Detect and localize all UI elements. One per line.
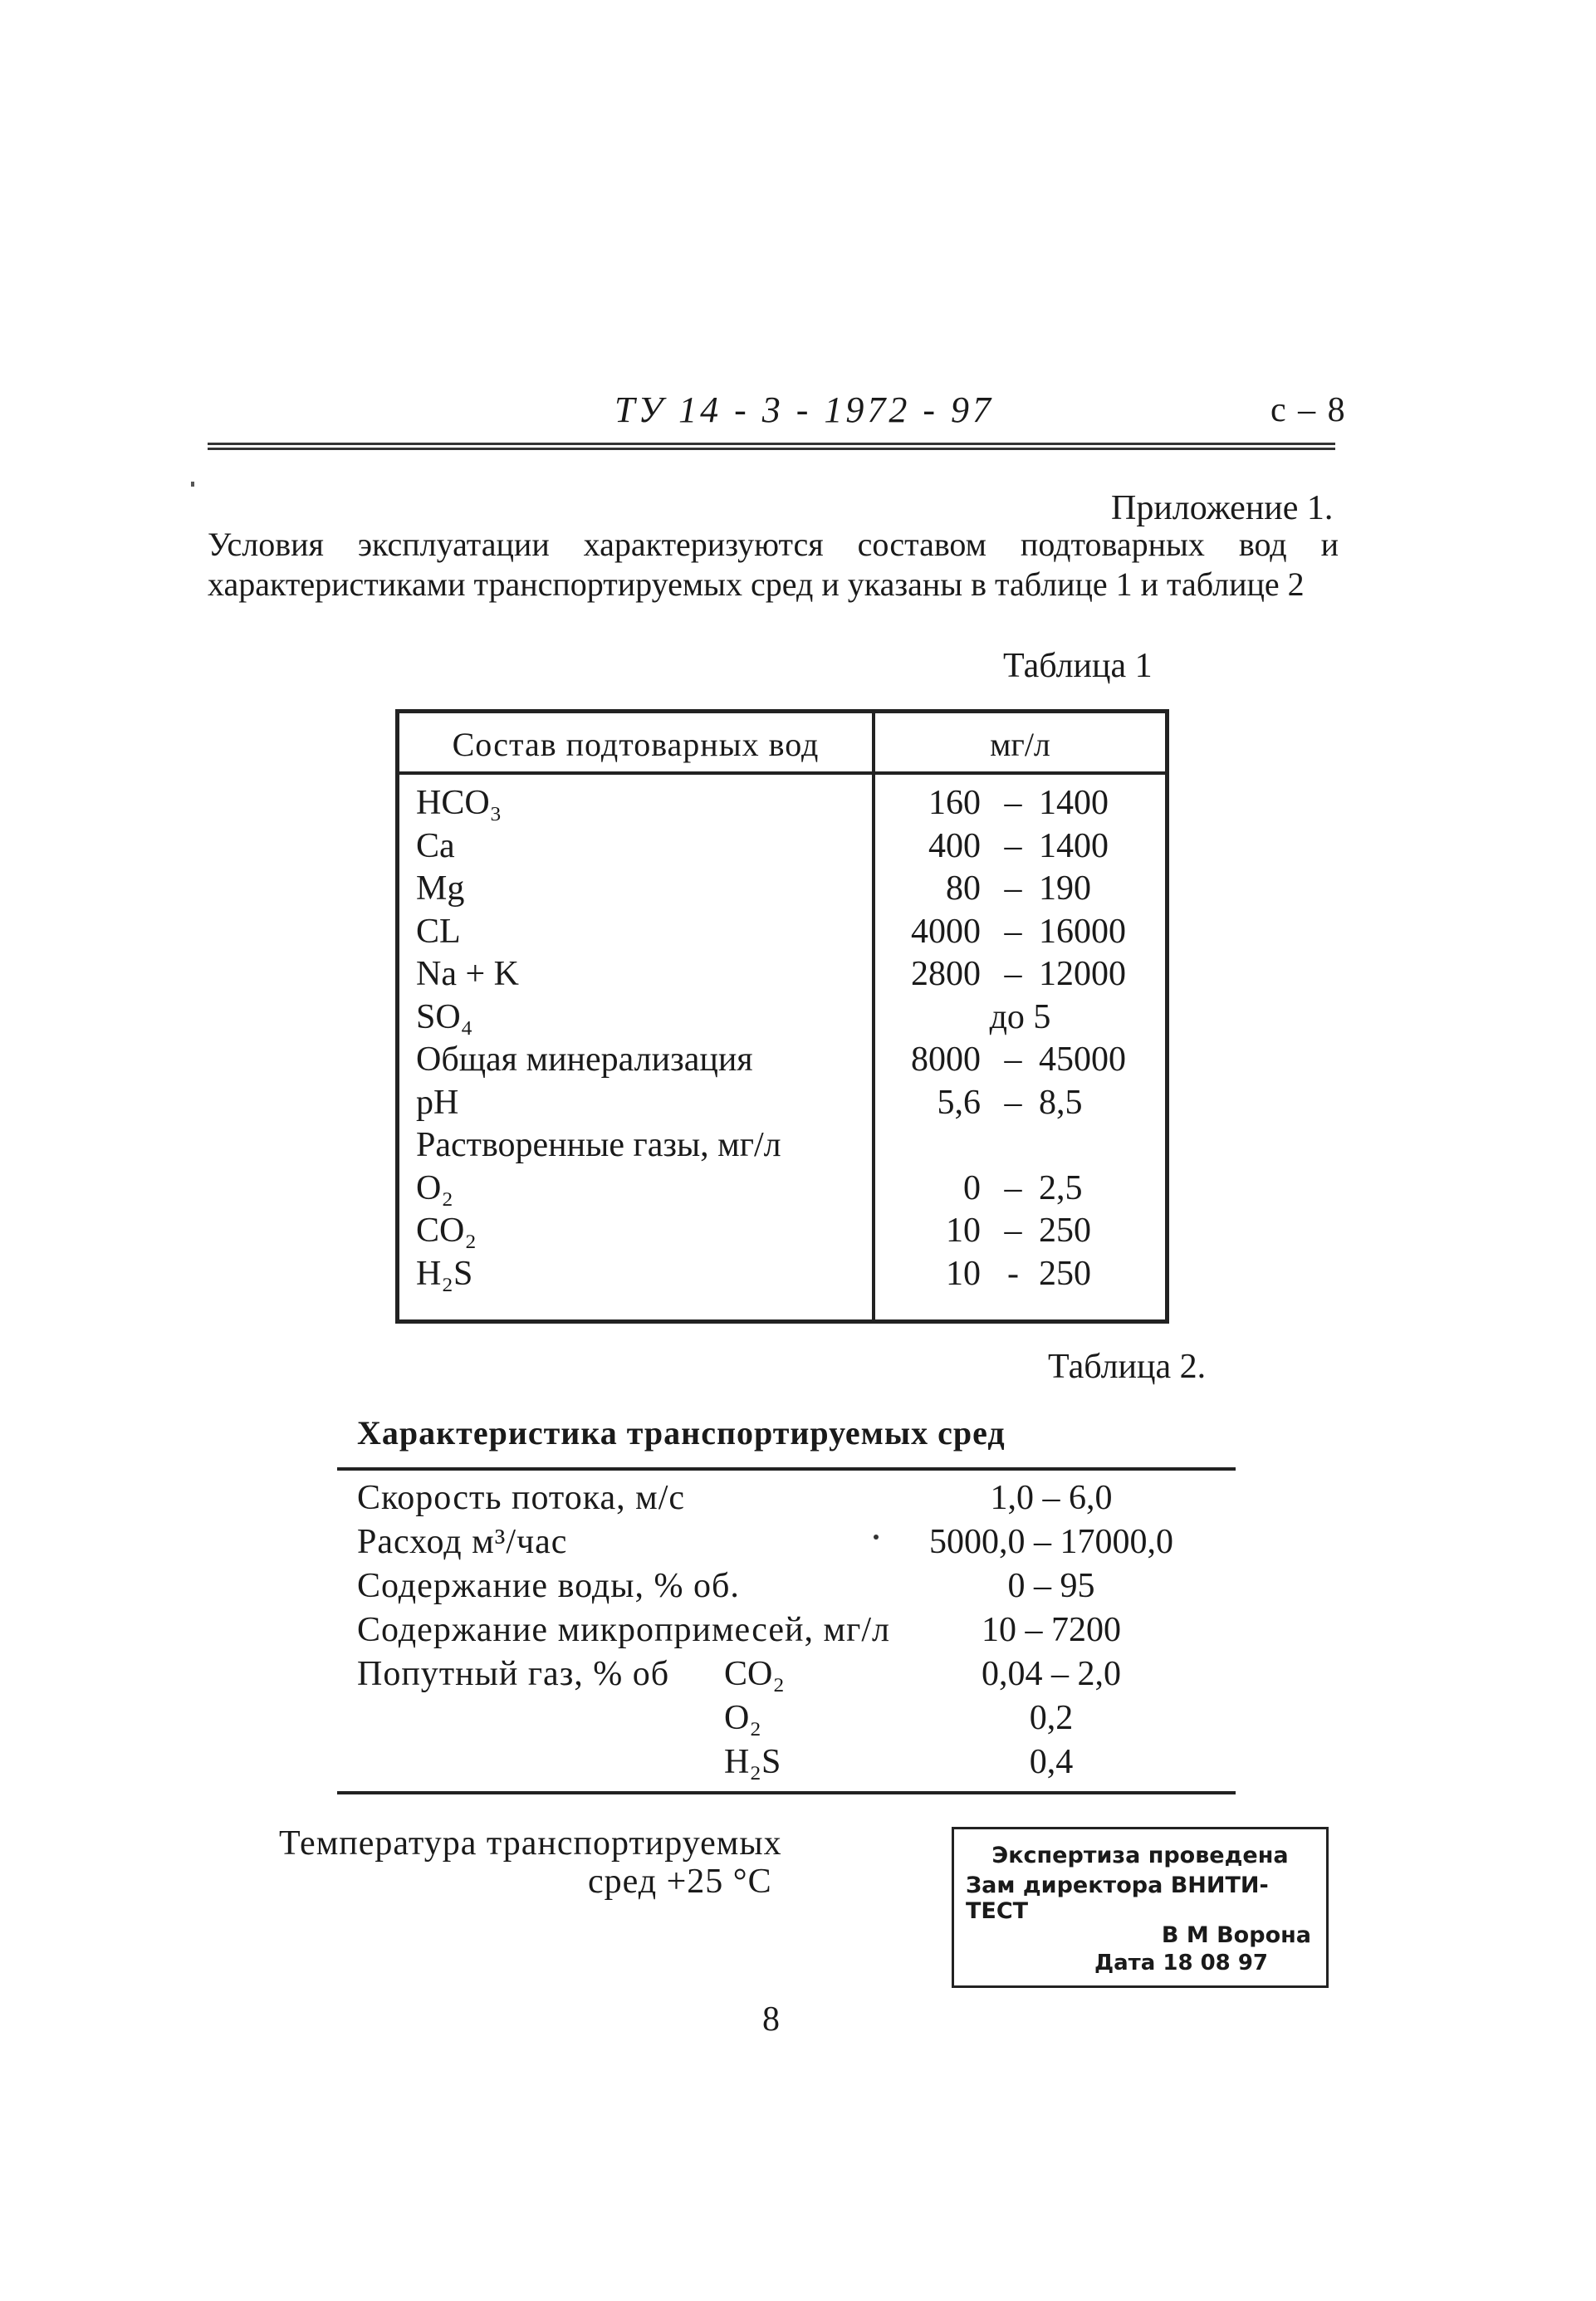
range-dash: – xyxy=(1004,1083,1022,1122)
parameter-name: Расход м³/час xyxy=(357,1523,568,1561)
table1-col-name-header: Состав подтоварных вод xyxy=(452,726,820,763)
range-high: 190 xyxy=(1039,869,1091,908)
table1-col-unit-header: мг/л xyxy=(990,726,1050,763)
table-row xyxy=(337,1566,1236,1610)
range-dash: – xyxy=(1004,912,1022,951)
range-low: 5,6 xyxy=(937,1083,981,1122)
table1-body xyxy=(399,783,1165,1296)
range-dash: – xyxy=(1004,955,1022,993)
table-row xyxy=(337,1654,1236,1698)
table-row xyxy=(337,1522,1236,1566)
page-reference: с – 8 xyxy=(1270,391,1347,429)
parameter-name: Скорость потока, м/с xyxy=(357,1479,686,1517)
table2-top-rule xyxy=(337,1467,1236,1471)
range-low: 4000 xyxy=(911,912,981,951)
temperature-line-1: Температура транспортируемых xyxy=(279,1824,782,1863)
header-rule xyxy=(208,443,1335,450)
gas-component: O₂ xyxy=(724,1699,761,1737)
range-high: 250 xyxy=(1039,1254,1091,1293)
parameter-name: Содержание воды, % об. xyxy=(357,1567,740,1605)
stamp-line-3: В М Ворона xyxy=(1161,1922,1311,1948)
range-dash: – xyxy=(1004,826,1022,865)
table2-caption: Таблица 2. xyxy=(1048,1348,1207,1386)
range-dash: – xyxy=(1004,869,1022,908)
range-high: 8,5 xyxy=(1039,1083,1083,1122)
range-value: до 5 xyxy=(989,997,1051,1036)
parameter-value: 5000,0 – 17000,0 xyxy=(929,1523,1173,1561)
component-name: SO₄ xyxy=(416,997,473,1036)
parameter-value: 0,04 – 2,0 xyxy=(982,1655,1121,1693)
component-name: HCO₃ xyxy=(416,784,502,822)
table-row xyxy=(399,912,1165,955)
table-row xyxy=(399,826,1165,869)
page-number: 8 xyxy=(762,2000,780,2039)
stamp-line-4: Дата 18 08 97 xyxy=(1094,1951,1268,1975)
component-name: CO₂ xyxy=(416,1212,477,1250)
stamp-line-1: Экспертиза проведена xyxy=(991,1843,1289,1868)
table-row xyxy=(399,1254,1165,1297)
range-dash: – xyxy=(1004,784,1022,822)
parameter-value: 0,2 xyxy=(1029,1699,1074,1737)
parameter-value: 0 – 95 xyxy=(1007,1567,1095,1605)
table-row xyxy=(399,783,1165,826)
parameter-name: Содержание микропримесей, мг/л xyxy=(357,1611,890,1649)
range-dash: – xyxy=(1004,1212,1022,1250)
range-low: 400 xyxy=(928,826,981,865)
stamp-line-2: Зам директора ВНИТИ-ТЕСТ xyxy=(966,1873,1269,1924)
table-row xyxy=(337,1610,1236,1654)
table-row xyxy=(337,1478,1236,1522)
parameter-value: 0,4 xyxy=(1029,1743,1074,1781)
table-row xyxy=(399,1211,1165,1254)
range-dash: - xyxy=(1007,1254,1019,1293)
range-low: 0 xyxy=(963,1168,981,1207)
appendix-label: Приложение 1. xyxy=(1111,489,1334,527)
table-row xyxy=(399,1125,1165,1168)
table-row xyxy=(399,869,1165,912)
table-row xyxy=(399,954,1165,997)
table2-body xyxy=(337,1478,1236,1786)
component-name: Ca xyxy=(416,826,455,865)
table-row xyxy=(337,1742,1236,1786)
table2-bottom-rule xyxy=(337,1791,1236,1794)
table-row xyxy=(337,1698,1236,1742)
table-row xyxy=(399,997,1165,1040)
component-name: CL xyxy=(416,912,461,951)
component-name: O₂ xyxy=(416,1168,453,1207)
intro-paragraph: Условия эксплуатации характеризуются составом подтоварных вод и характеристиками транспортируемых сред и указаны в таблице 1 и таблице 2 xyxy=(208,526,1339,603)
document-code: ТУ 14 - 3 - 1972 - 97 xyxy=(614,389,995,430)
expertise-stamp xyxy=(952,1827,1329,1988)
range-low: 2800 xyxy=(911,955,981,993)
range-dash: – xyxy=(1004,1168,1022,1207)
gas-component: CO₂ xyxy=(724,1655,785,1693)
stray-dot xyxy=(874,1535,879,1540)
component-name: Растворенные газы, мг/л xyxy=(416,1126,781,1164)
parameter-value: 10 – 7200 xyxy=(982,1611,1121,1649)
table-row xyxy=(399,1040,1165,1083)
range-high: 12000 xyxy=(1039,955,1126,993)
range-high: 1400 xyxy=(1039,784,1109,822)
range-low: 10 xyxy=(946,1254,981,1293)
range-low: 80 xyxy=(946,869,981,908)
scan-blemish xyxy=(191,482,194,487)
component-name: Общая минерализация xyxy=(416,1040,753,1079)
range-low: 10 xyxy=(946,1212,981,1250)
component-name: Na + K xyxy=(416,955,519,993)
gas-component: H₂S xyxy=(724,1743,781,1781)
component-name: Mg xyxy=(416,869,465,908)
table1-header-divider xyxy=(399,771,1165,775)
range-low: 160 xyxy=(928,784,981,822)
range-high: 250 xyxy=(1039,1212,1091,1250)
range-low: 8000 xyxy=(911,1040,981,1079)
range-dash: – xyxy=(1004,1040,1022,1079)
table-row xyxy=(399,1083,1165,1126)
range-high: 16000 xyxy=(1039,912,1126,951)
parameter-value: 1,0 – 6,0 xyxy=(990,1479,1113,1517)
table-row xyxy=(399,1168,1165,1212)
range-high: 45000 xyxy=(1039,1040,1126,1079)
range-high: 1400 xyxy=(1039,826,1109,865)
table2-title: Характеристика транспортируемых сред xyxy=(357,1414,1006,1452)
table1 xyxy=(395,709,1169,1324)
range-high: 2,5 xyxy=(1039,1168,1083,1207)
component-name: H₂S xyxy=(416,1254,473,1293)
temperature-line-2: сред +25 °С xyxy=(588,1863,772,1901)
component-name: pH xyxy=(416,1083,459,1122)
parameter-name: Попутный газ, % об xyxy=(357,1655,670,1693)
table1-caption: Таблица 1 xyxy=(1003,647,1153,685)
